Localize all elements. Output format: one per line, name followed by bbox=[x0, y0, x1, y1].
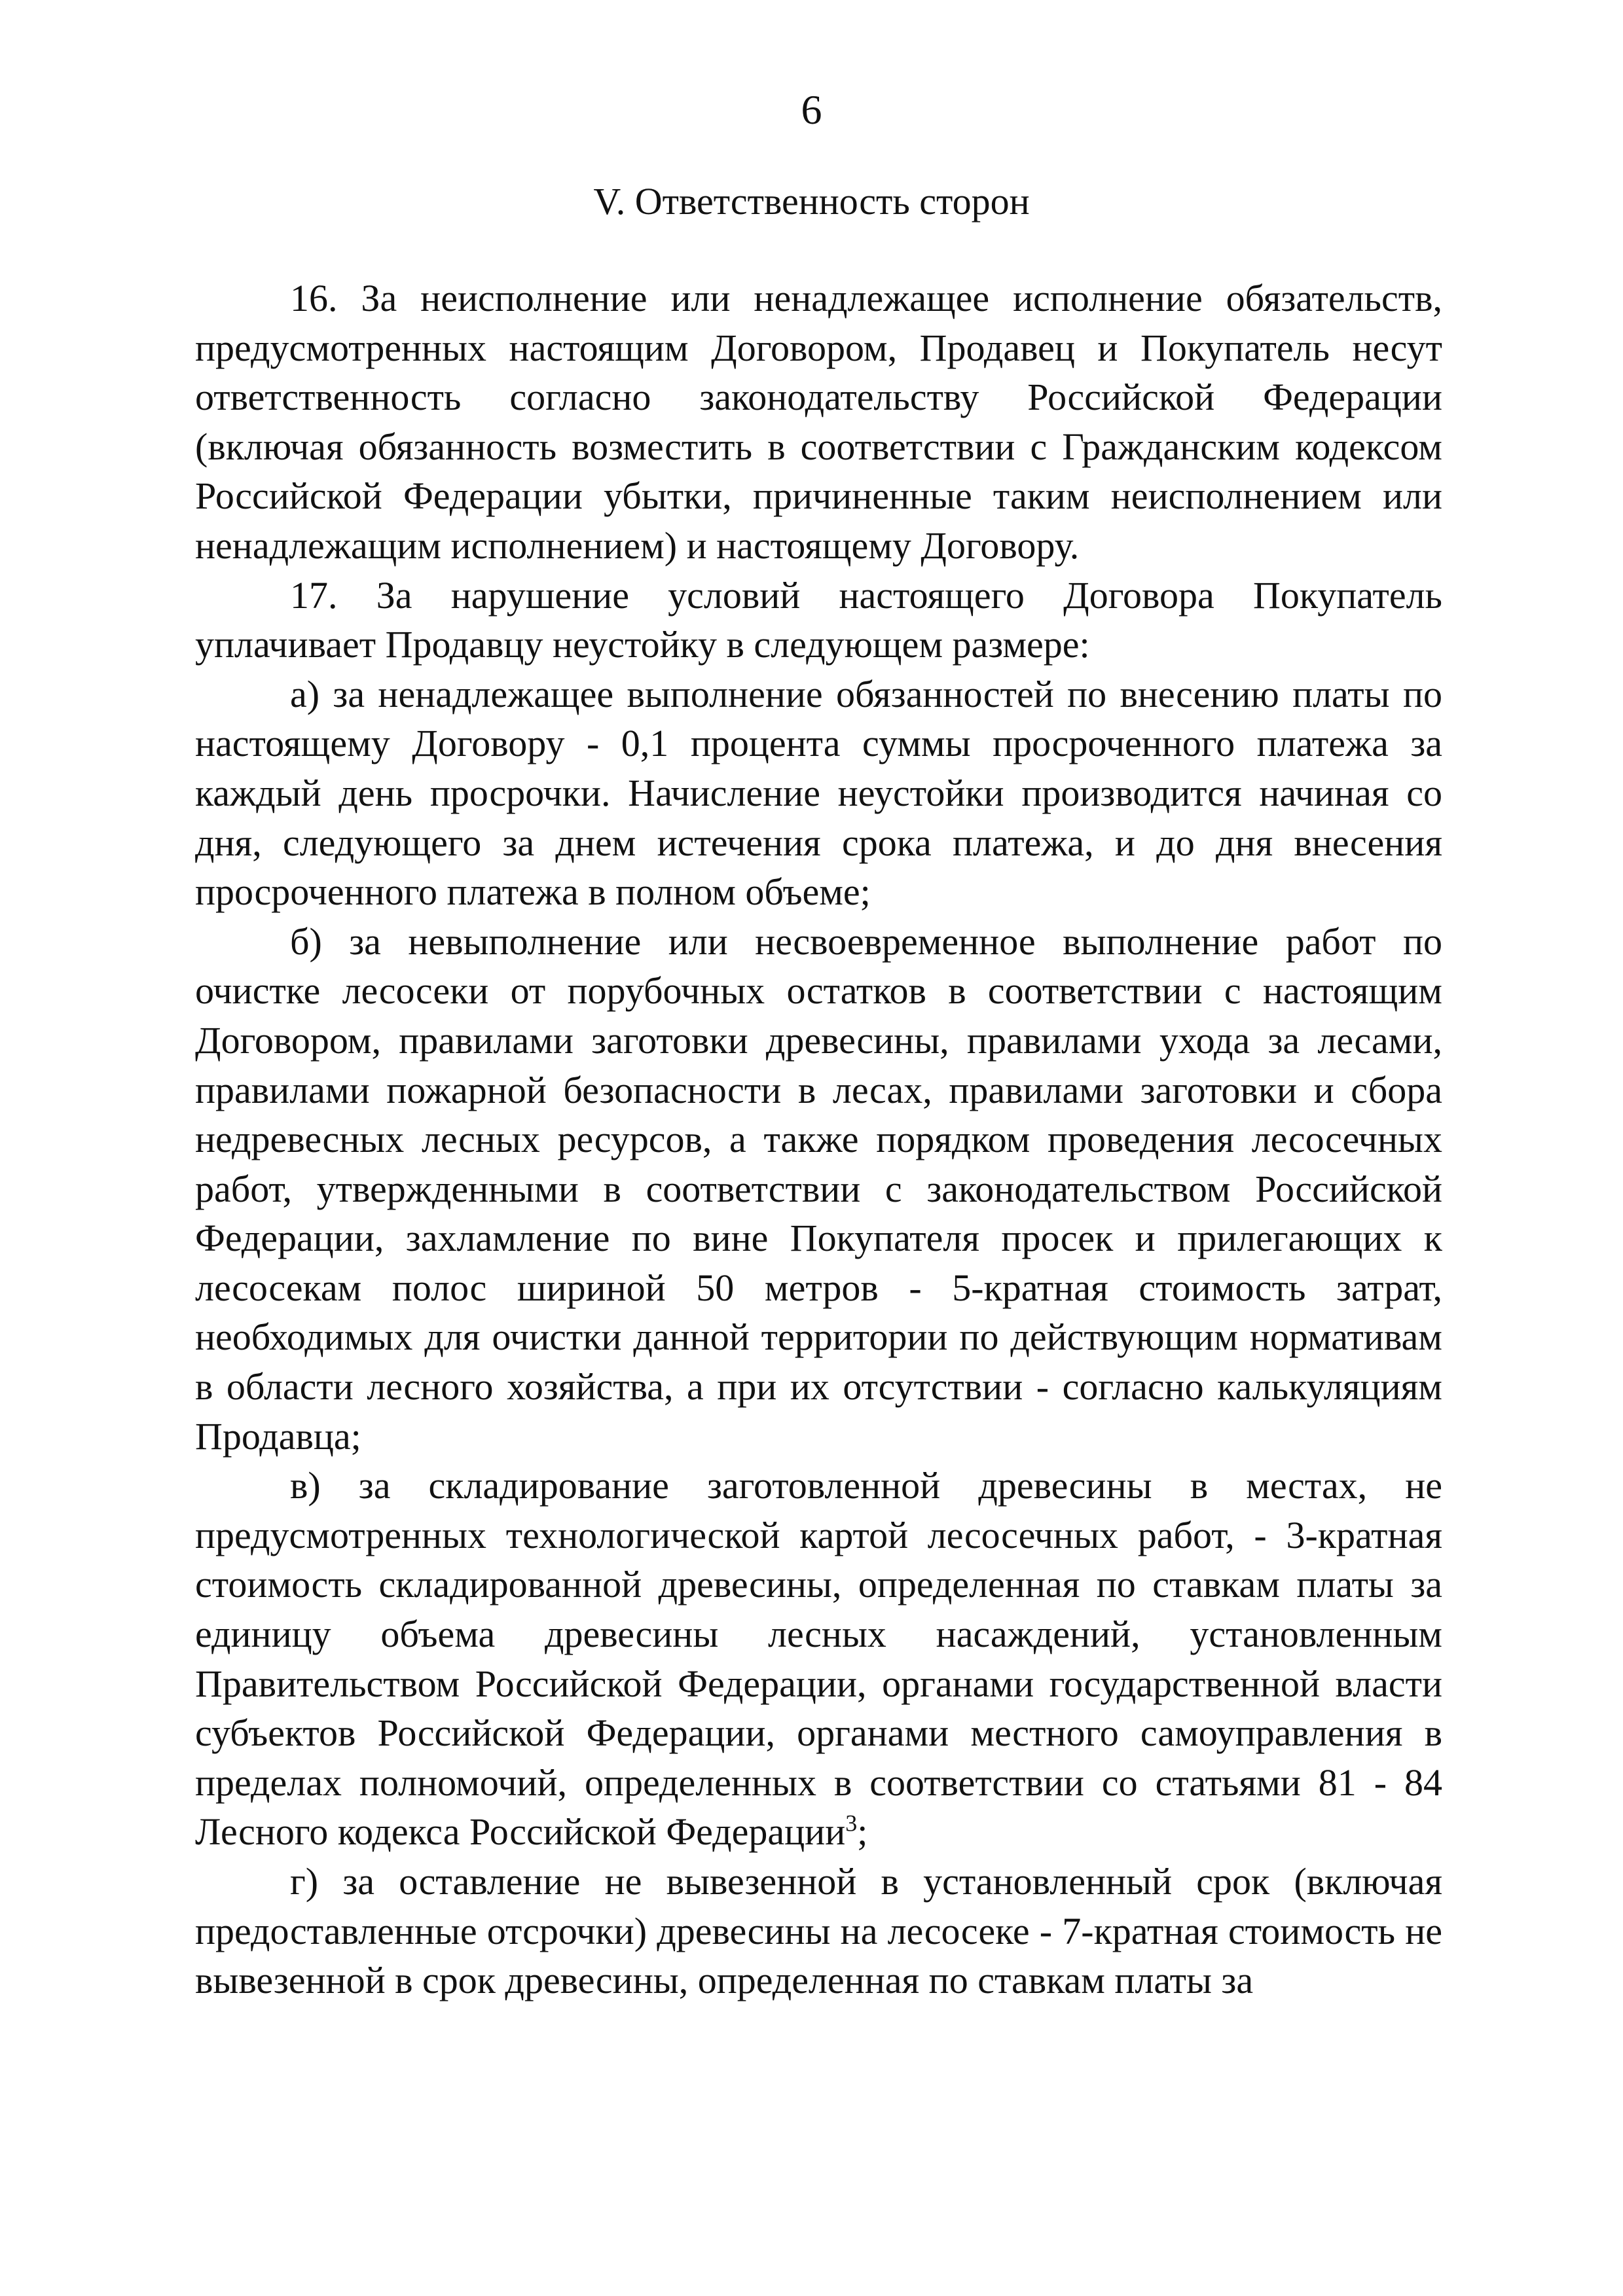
section-title: V. Ответственность сторон bbox=[593, 180, 1030, 223]
paragraph-17-g: г) за оставление не вывезенной в установленный срок (включая предоставленные отсрочки) древесины на лесосеке - 7-кратная стоимость не вывезенной в срок древесины, определенная по ставкам платы за bbox=[195, 1860, 1442, 2002]
paragraph-17-v-tail: ; bbox=[857, 1810, 868, 1854]
paragraph-17-v bbox=[195, 1461, 1442, 1857]
body-text bbox=[195, 274, 1442, 2005]
paragraph-16: 16. За неисполнение или ненадлежащее исполнение обязательств, предусмотренных настоящим Договором, Продавец и Покупатель несут ответственность согласно законодательству Российской Федерации (включая обязанность возместить в соответствии с Гражданским кодексом Российской Федерации убытки, причиненные таким неисполнением или ненадлежащим исполнением) и настоящему Договору. bbox=[195, 277, 1442, 567]
paragraph-17-b: б) за невыполнение или несвоевременное выполнение работ по очистке лесосеки от порубочных остатков в соответствии с настоящим Договором, правилами заготовки древесины, правилами ухода за лесами, правилами пожарной безопасности в лесах, правилами заготовки и сбора недревесных лесных ресурсов, а также порядком проведения лесосечных работ, утвержденными в соответствии с законодательством Российской Федерации, захламление по вине Покупателя просек и прилегающих к лесосекам полос шириной 50 метров - 5-кратная стоимость затрат, необходимых для очистки данной территории по действующим нормативам в области лесного хозяйства, а при их отсутствии - согласно калькуляциям Продавца; bbox=[195, 920, 1442, 1458]
page-number: 6 bbox=[801, 86, 822, 133]
footnote-marker: 3 bbox=[845, 1810, 858, 1837]
paragraph-17-v-text: в) за складирование заготовленной древесины в местах, не предусмотренных технологической картой лесосечных работ, - 3-кратная стоимость складированной древесины, определенная по ставкам платы за единицу объема древесины лесных насаждений, установленным Правительством Российской Федерации, органами государственной власти субъектов Российской Федерации, органами местного самоуправления в пределах полномочий, определенных в соответствии со статьями 81 - 84 Лесного кодекса Российской Федерации bbox=[195, 1464, 1442, 1854]
paragraph-17: 17. За нарушение условий настоящего Договора Покупатель уплачивает Продавцу неустойку в следующем размере: bbox=[195, 573, 1442, 666]
paragraph-17-a: а) за ненадлежащее выполнение обязанностей по внесению платы по настоящему Договору - 0,1 процента суммы просроченного платежа за каждый день просрочки. Начисление неустойки производится начиная со дня, следующего за днем истечения срока платежа, и до дня внесения просроченного платежа в полном объеме; bbox=[195, 672, 1442, 914]
